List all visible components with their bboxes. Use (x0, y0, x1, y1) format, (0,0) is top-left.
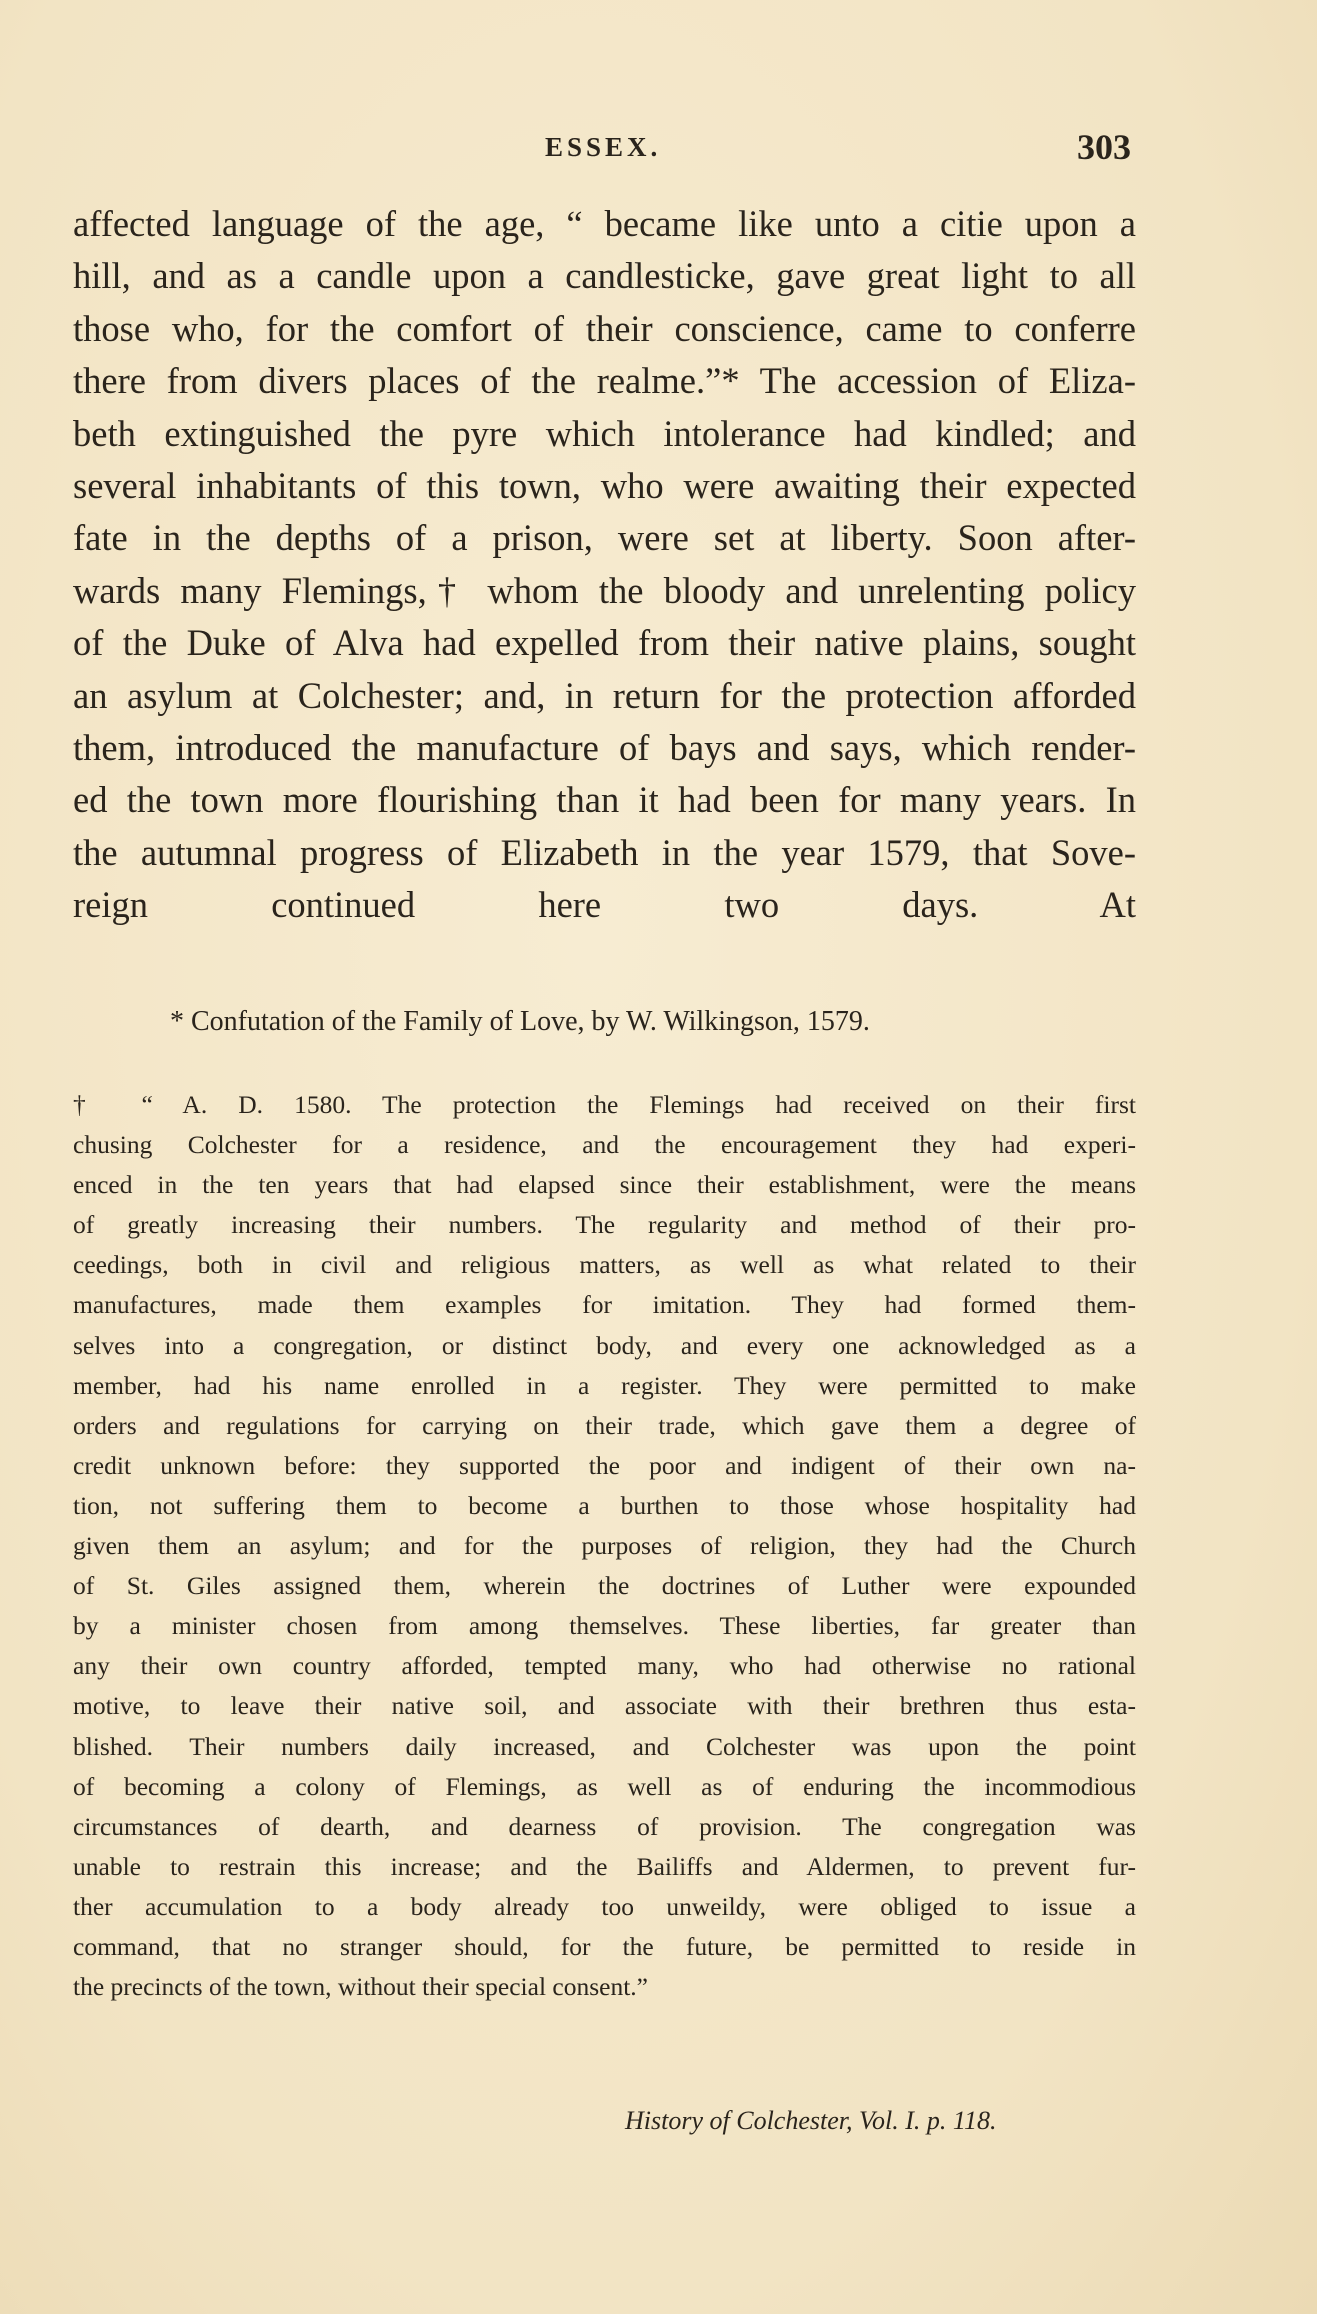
footnote-line: of becoming a colony of Flemings, as well as of enduring the incommodious (73, 1771, 1136, 1801)
footnote-line: blished. Their numbers daily increased, and Colchester was upon the point (73, 1731, 1136, 1761)
footnote-line: ceedings, both in civil and religious matters, as well as what related to their (73, 1250, 1136, 1280)
footnote-line: given them an asylum; and for the purposes of religion, they had the Church (73, 1531, 1136, 1561)
body-line: them, introduced the manufacture of bays and says, which render- (73, 726, 1136, 768)
footnote-line: † “ A. D. 1580. The protection the Flemings had received on their first (73, 1090, 1136, 1119)
body-line: fate in the depths of a prison, were set at liberty. Soon after- (73, 517, 1136, 559)
footnote-line: of St. Giles assigned them, wherein the doctrines of Luther were expounded (73, 1571, 1136, 1601)
footnote-line: tion, not suffering them to become a burthen to those whose hospitality had (73, 1490, 1136, 1520)
footnote-star: * Confutation of the Family of Love, by W. Wilkingson, 1579. (170, 1006, 870, 1037)
footnote-line: chusing Colchester for a residence, and the encouragement they had experi- (73, 1130, 1136, 1160)
footnote-line: unable to restrain this increase; and the Bailiffs and Aldermen, to prevent fur- (73, 1851, 1136, 1881)
body-line: several inhabitants of this town, who were awaiting their expected (73, 464, 1136, 506)
body-line: affected language of the age, “ became like unto a citie upon a (73, 203, 1136, 244)
body-line: those who, for the comfort of their conscience, came to conferre (73, 307, 1136, 349)
footnote-line: orders and regulations for carrying on their trade, which gave them a degree of (73, 1410, 1136, 1440)
body-line: beth extinguished the pyre which intolerance had kindled; and (73, 412, 1136, 454)
footnote-line: circumstances of dearth, and dearness of provision. The congregation was (73, 1811, 1136, 1841)
body-text (73, 198, 1136, 931)
footnote-line: the precincts of the town, without their special consent.” (73, 1972, 648, 2002)
footnote-line: enced in the ten years that had elapsed since their establishment, were the means (73, 1170, 1136, 1200)
page-header (0, 126, 1317, 176)
source-citation: History of Colchester, Vol. I. p. 118. (625, 2106, 997, 2135)
footnote-line: selves into a congregation, or distinct body, and every one acknowledged as a (73, 1330, 1136, 1360)
body-line: reign continued here two days. At (73, 884, 1136, 926)
page-number: 303 (1077, 127, 1131, 167)
body-line: there from divers places of the realme.”* The accession of Eliza- (73, 360, 1136, 402)
footnote-line: motive, to leave their native soil, and associate with their brethren thus esta- (73, 1691, 1136, 1721)
body-line: ed the town more flourishing than it had been for many years. In (73, 779, 1136, 821)
footnote-line: of greatly increasing their numbers. The regularity and method of their pro- (73, 1210, 1136, 1240)
body-line: of the Duke of Alva had expelled from their native plains, sought (73, 622, 1136, 664)
footnote-line: manufactures, made them examples for imitation. They had formed them- (73, 1290, 1136, 1320)
footnote-line: by a minister chosen from among themselves. These liberties, far greater than (73, 1611, 1136, 1641)
footnote-line: member, had his name enrolled in a register. They were permitted to make (73, 1370, 1136, 1400)
footnote-line: ther accumulation to a body already too unweildy, were obliged to issue a (73, 1891, 1136, 1921)
running-head: ESSEX. (545, 132, 662, 162)
footnote-line: any their own country afforded, tempted many, who had otherwise no rational (73, 1651, 1136, 1681)
footnote-dagger (73, 1085, 1136, 2007)
body-line: an asylum at Colchester; and, in return for the protection afforded (73, 674, 1136, 716)
body-line: the autumnal progress of Elizabeth in the year 1579, that Sove- (73, 831, 1136, 873)
body-line: hill, and as a candle upon a candlesticke, gave great light to all (73, 255, 1136, 297)
footnote-line: credit unknown before: they supported the poor and indigent of their own na- (73, 1450, 1136, 1480)
footnote-line: command, that no stranger should, for the future, be permitted to reside in (73, 1931, 1136, 1961)
body-line: wards many Flemings,† whom the bloody and unrelenting policy (73, 569, 1136, 611)
